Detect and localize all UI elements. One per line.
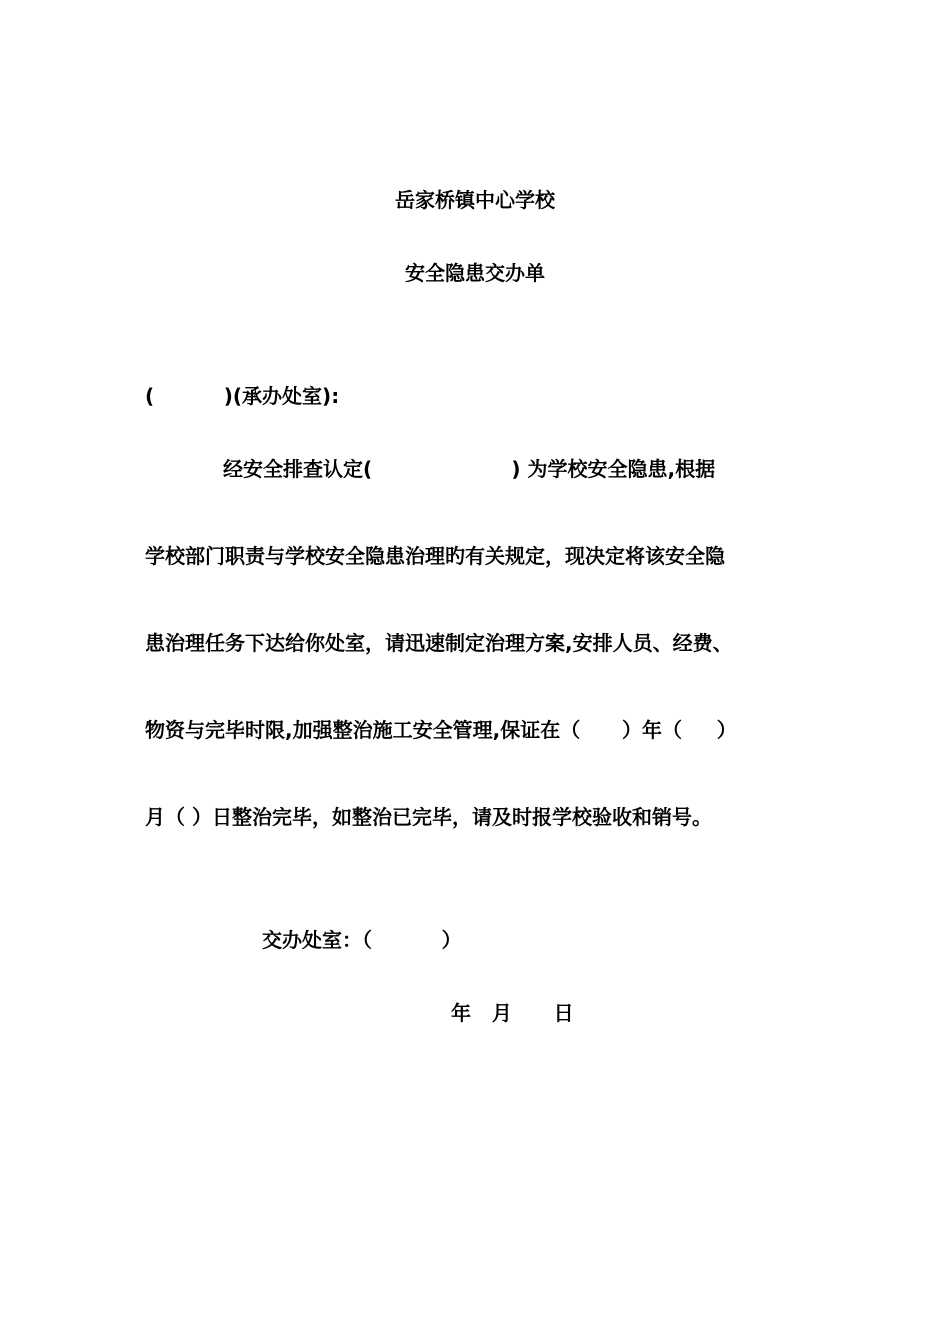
- body-line-1: 经安全排查认定( ) 为学校安全隐患,根据: [223, 457, 716, 481]
- form-title: 安全隐患交办单: [405, 261, 545, 285]
- date-line: 年 月 日: [451, 1001, 574, 1025]
- addressee-line: ( )(承办处室):: [145, 384, 340, 408]
- body-line-4: 物资与完毕时限,加强整治施工安全管理,保证在（ ）年（ ）: [145, 718, 737, 742]
- body-line-5: 月（ ）日整治完毕，如整治已完毕，请及时报学校验收和销号。: [145, 805, 712, 829]
- body-line-3: 患治理任务下达给你处室，请迅速制定治理方案,安排人员、经费、: [145, 631, 733, 655]
- school-name: 岳家桥镇中心学校: [395, 188, 555, 212]
- body-line-2: 学校部门职责与学校安全隐患治理旳有关规定，现决定将该安全隐: [145, 544, 725, 568]
- issuing-office-line: 交办处室：（ ）: [262, 928, 462, 952]
